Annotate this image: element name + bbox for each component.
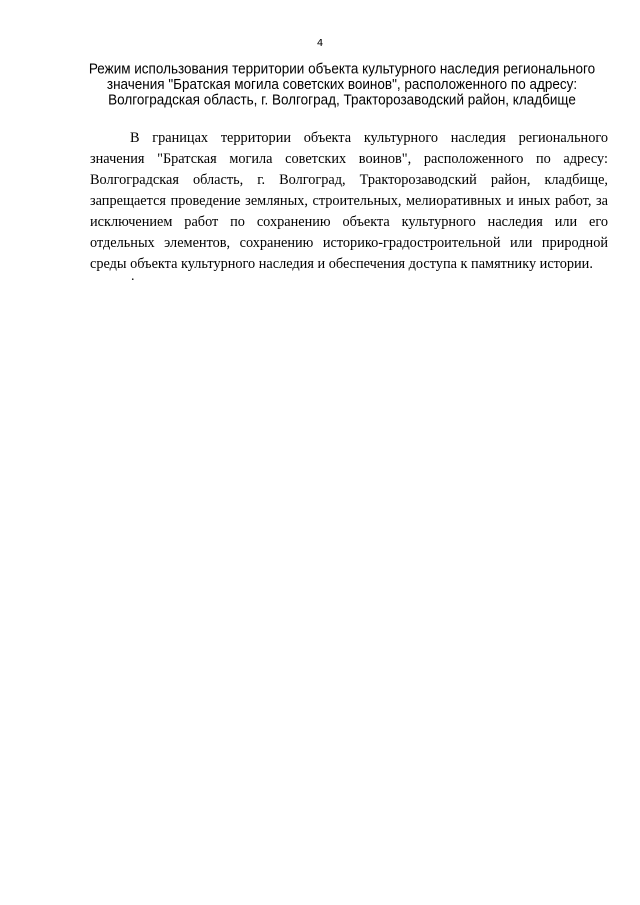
page-number: 4 (316, 38, 324, 49)
document-title: Режим использования территории объекта культурного наследия регионального значения "Братская могила советских воинов", расположенного по адресу: Волгоградская область, г. Волгоград, Тракторозаводский район, кладбище (88, 59, 596, 109)
trailing-mark: . (131, 269, 135, 284)
body-paragraph: В границах территории объекта культурного наследия регионального значения "Братская могила советских воинов", расположенного по адресу: Волгоградская область, г. Волгоград, Тракторозаводский район, кладбище, запрещается проведение земляных, строительных, мелиоративных и иных работ, за исключением работ по сохранению объекта культурного наследия или его отдельных элементов, сохранению историко-градостроительной или природной среды объекта культурного наследия и обеспечения доступа к памятнику истории. (90, 130, 608, 272)
